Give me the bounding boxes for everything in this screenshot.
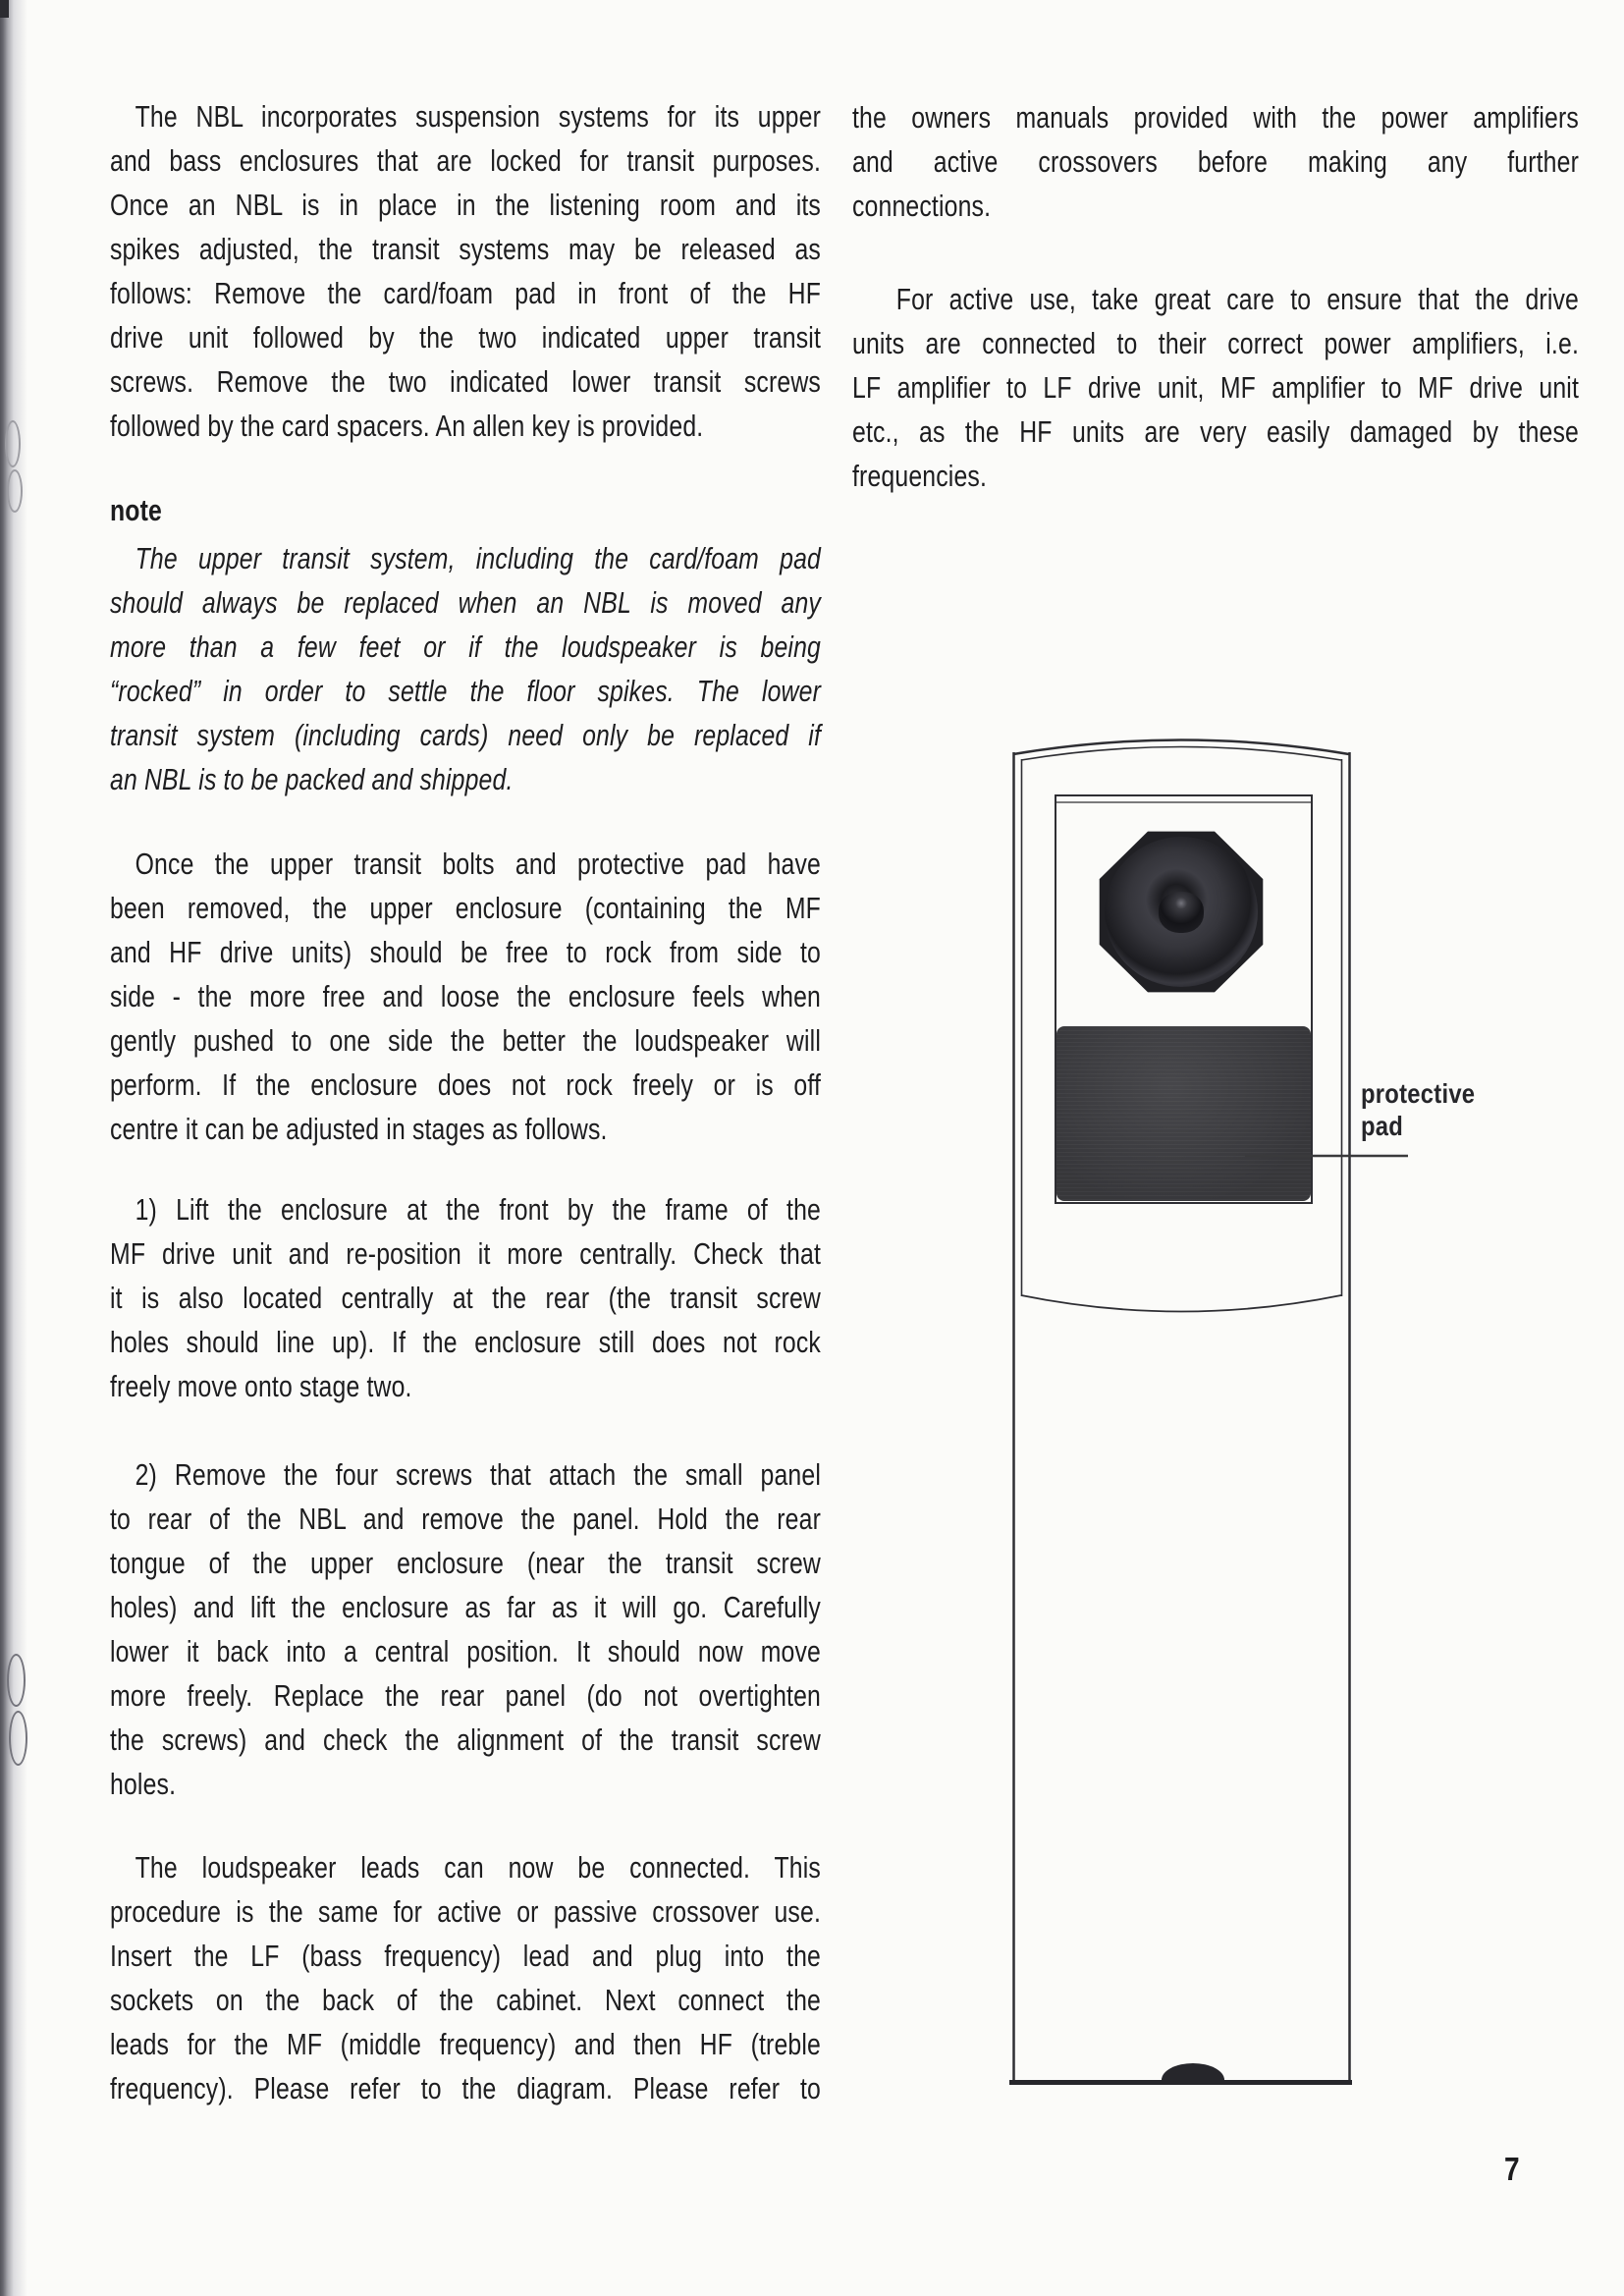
para-owners-manuals: [852, 95, 1579, 228]
text-line: “rocked” in order to settle the floor spikes. The lower: [110, 674, 821, 708]
text-line: transit system (including cards) need only be replaced if: [110, 718, 821, 752]
text-line: the owners manuals provided with the power amplifiers: [852, 100, 1579, 135]
text-line: and bass enclosures that are locked for transit purposes.: [110, 143, 821, 178]
note-paragraph: [110, 536, 821, 801]
text-line: and active crossovers before making any further: [852, 144, 1579, 179]
text-line: gently pushed to one side the better the loudspeaker will: [110, 1023, 821, 1058]
text-line: more than a few feet or if the loudspeaker is being: [110, 629, 821, 664]
protective-pad-label-line1: protective: [1361, 1078, 1476, 1109]
text-line: more freely. Replace the rear panel (do not overtighten: [110, 1678, 821, 1713]
text-line: connections.: [852, 189, 992, 223]
cabinet-top-arc-inner: [1021, 747, 1341, 761]
text-line: the screws) and check the alignment of the transit screw: [110, 1722, 821, 1757]
cabinet-base-line: [1009, 2080, 1352, 2085]
text-line: The loudspeaker leads can now be connected. This: [135, 1850, 822, 1885]
binding-edge-shadow: [0, 0, 27, 2296]
text-line: centre it can be adjusted in stages as follows.: [110, 1112, 608, 1146]
drive-unit-image: [1098, 830, 1265, 994]
text-line: holes should line up). If the enclosure still does not rock: [110, 1325, 821, 1359]
text-line: an NBL is to be packed and shipped.: [110, 762, 514, 796]
text-line: to rear of the NBL and remove the panel. Hold the rear: [110, 1502, 821, 1536]
text-line: follows: Remove the card/foam pad in front of the HF: [110, 276, 821, 310]
text-line: lower it back into a central position. It should now move: [110, 1634, 821, 1668]
binding-mark: [7, 1654, 26, 1707]
para-rocking-check: [110, 842, 821, 1151]
text-line: frequencies.: [852, 459, 988, 493]
text-line: 2) Remove the four screws that attach the small panel: [135, 1457, 822, 1492]
text-line: it is also located centrally at the rear (the transit screw: [110, 1281, 821, 1315]
text-line: sockets on the back of the cabinet. Next connect the: [110, 1983, 821, 2017]
para-transit-intro: [110, 94, 821, 448]
protective-pad-label-line2: pad: [1361, 1111, 1404, 1141]
cabinet-top-arc-outer: [1013, 740, 1349, 755]
text-line: drive unit followed by the two indicated upper transit: [110, 320, 821, 355]
baffle-bottom-arc: [1021, 1295, 1341, 1312]
drive-unit-dust-cap: [1159, 892, 1204, 933]
protective-pad-label: [1361, 1077, 1475, 1142]
text-line: LF amplifier to LF drive unit, MF amplifier to MF drive unit: [852, 370, 1579, 405]
text-line: leads for the MF (middle frequency) and then HF (treble: [110, 2027, 821, 2061]
text-line: Once an NBL is in place in the listening room and its: [110, 188, 821, 222]
text-line: Insert the LF (bass frequency) lead and plug into the: [110, 1939, 821, 1973]
text-line: screws. Remove the two indicated lower transit screws: [110, 364, 821, 399]
text-line: 1) Lift the enclosure at the front by the frame of the: [135, 1192, 822, 1227]
step-1-paragraph: [110, 1187, 821, 1408]
text-line: holes.: [110, 1767, 177, 1801]
step-2-paragraph: [110, 1452, 821, 1806]
para-active-use: [852, 277, 1579, 498]
text-line: frequency). Please refer to the diagram. Please refer to: [110, 2071, 821, 2105]
binding-mark: [9, 1711, 27, 1766]
left-column: [110, 94, 821, 2110]
corner-scan-mark: [0, 0, 9, 18]
text-line: side - the more free and loose the enclosure feels when: [110, 979, 821, 1013]
text-line: units are connected to their correct power amplifiers, i.e.: [852, 326, 1579, 360]
text-line: Once the upper transit bolts and protective pad have: [135, 847, 822, 881]
text-line: been removed, the upper enclosure (containing the MF: [110, 891, 821, 925]
text-line: The NBL incorporates suspension systems for its upper: [135, 99, 822, 134]
binding-mark: [5, 420, 21, 467]
text-line: procedure is the same for active or passive crossover use.: [110, 1894, 821, 1929]
text-line: MF drive unit and re-position it more centrally. Check that: [110, 1236, 821, 1271]
text-line: freely move onto stage two.: [110, 1369, 412, 1403]
text-line: perform. If the enclosure does not rock freely or is off: [110, 1067, 821, 1102]
page-number: 7: [1504, 2151, 1520, 2187]
text-line: etc., as the HF units are very easily damaged by these: [852, 414, 1579, 449]
text-line: holes) and lift the enclosure as far as it will go. Carefully: [110, 1590, 821, 1624]
right-column: [852, 95, 1579, 498]
text-line: followed by the card spacers. An allen key is provided.: [110, 409, 704, 443]
cabinet-base-foot: [1162, 2063, 1224, 2080]
text-line: and HF drive units) should be free to rock from side to: [110, 935, 821, 969]
text-line: The upper transit system, including the card/foam pad: [135, 541, 822, 575]
text-line: should always be replaced when an NBL is moved any: [110, 585, 821, 620]
text-line: spikes adjusted, the transit systems may be released as: [110, 232, 821, 266]
para-speaker-leads: [110, 1845, 821, 2110]
text-line: For active use, take great care to ensure that the drive: [895, 282, 1579, 316]
protective-pad: [1056, 1026, 1311, 1201]
note-heading: note: [110, 493, 162, 527]
text-line: tongue of the upper enclosure (near the transit screw: [110, 1546, 821, 1580]
binding-mark: [7, 469, 23, 513]
